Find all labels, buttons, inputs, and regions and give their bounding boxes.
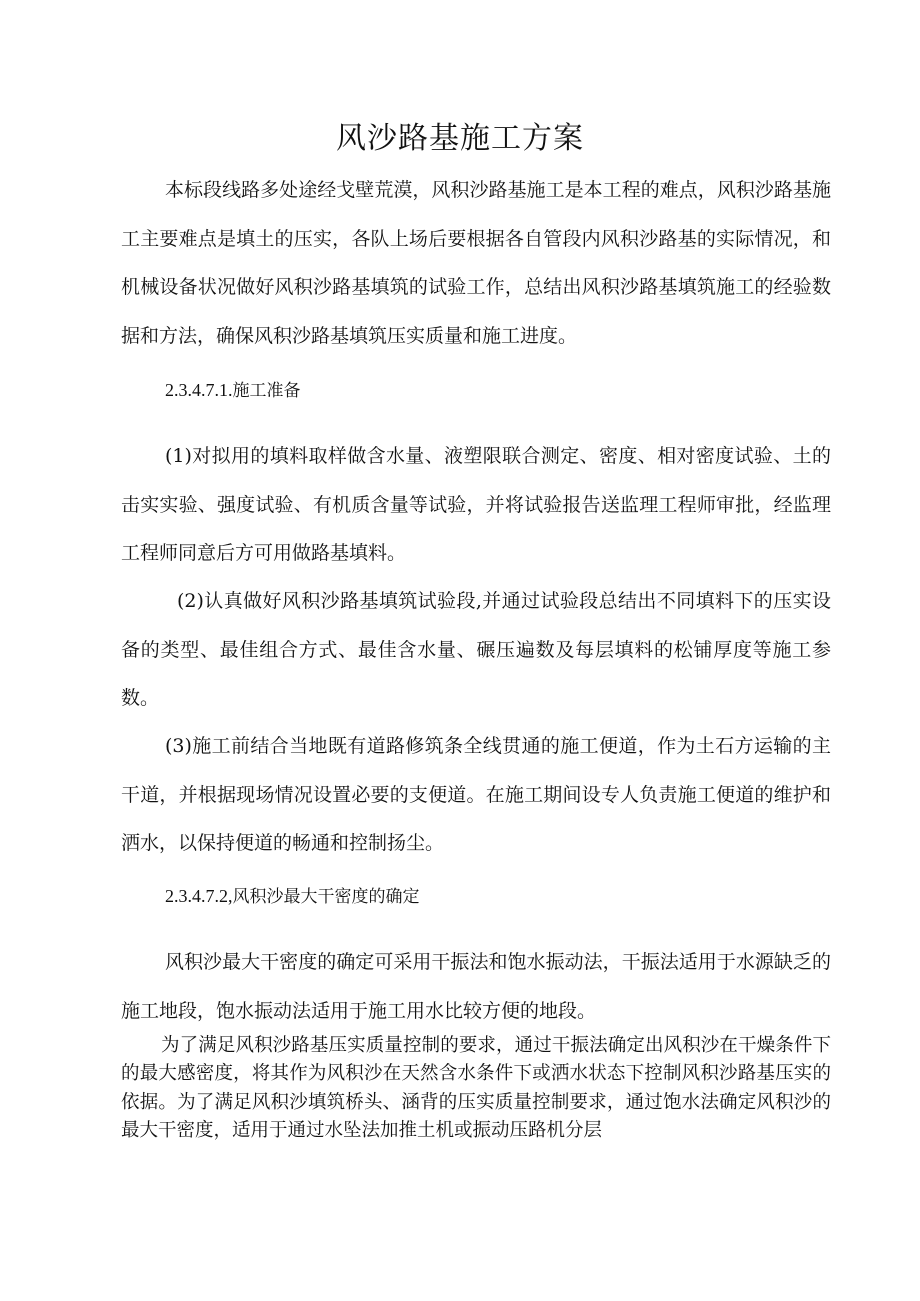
section-heading-2-3-4-7-1 bbox=[165, 375, 301, 406]
section-heading-2-3-4-7-2 bbox=[165, 881, 420, 912]
list-item-1: (1)对拟用的填料取样做含水量、液塑限联合测定、密度、相对密度试验、土的击实实验、强度试验、有机质含量等试验，并将试验报告送监理工程师审批，经监理工程师同意后方可用做路基填料。 bbox=[121, 445, 831, 564]
section-number: 2.3.4.7.1. bbox=[165, 380, 233, 400]
body-paragraph-2: 为了满足风积沙路基压实质量控制的要求，通过干振法确定出风积沙在干燥条件下的最大感密度，将其作为风积沙在天然含水条件下或洒水状态下控制风积沙路基压实的依据。为了满足风积沙填筑桥头、涵背的压实质量控制要求，通过饱水法确定风积沙的最大干密度，适用于通过水坠法加推土机或振动压路机分层 bbox=[121, 1035, 831, 1142]
list-item-2: (2)认真做好风积沙路基填筑试验段,并通过试验段总结出不同填料下的压实设备的类型、最佳组合方式、最佳含水量、碾压遍数及每层填料的松铺厚度等施工参数。 bbox=[121, 590, 831, 709]
intro-paragraph: 本标段线路多处途经戈壁荒漠，风积沙路基施工是本工程的难点，风积沙路基施工主要难点是填土的压实，各队上场后要根据各自管段内风积沙路基的实际情况，和机械设备状况做好风积沙路基填筑的试验工作，总结出风积沙路基填筑施工的经验数据和方法，确保风积沙路基填筑压实质量和施工进度。 bbox=[121, 179, 831, 347]
section-title: 施工准备 bbox=[232, 381, 301, 401]
section-title: 风积沙最大干密度的确定 bbox=[232, 887, 420, 907]
document-title: 风沙路基施工方案 bbox=[336, 121, 584, 156]
body-paragraph-1: 风积沙最大干密度的确定可采用干振法和饱水振动法，干振法适用于水源缺乏的施工地段，饱水振动法适用于施工用水比较方便的地段。 bbox=[121, 951, 831, 1022]
section-number: 2.3.4.7.2, bbox=[165, 886, 233, 906]
list-item-3: (3)施工前结合当地既有道路修筑条全线贯通的施工便道，作为土石方运输的主干道，并根据现场情况设置必要的支便道。在施工期间设专人负责施工便道的维护和洒水，以保持便道的畅通和控制扬尘。 bbox=[121, 735, 831, 854]
